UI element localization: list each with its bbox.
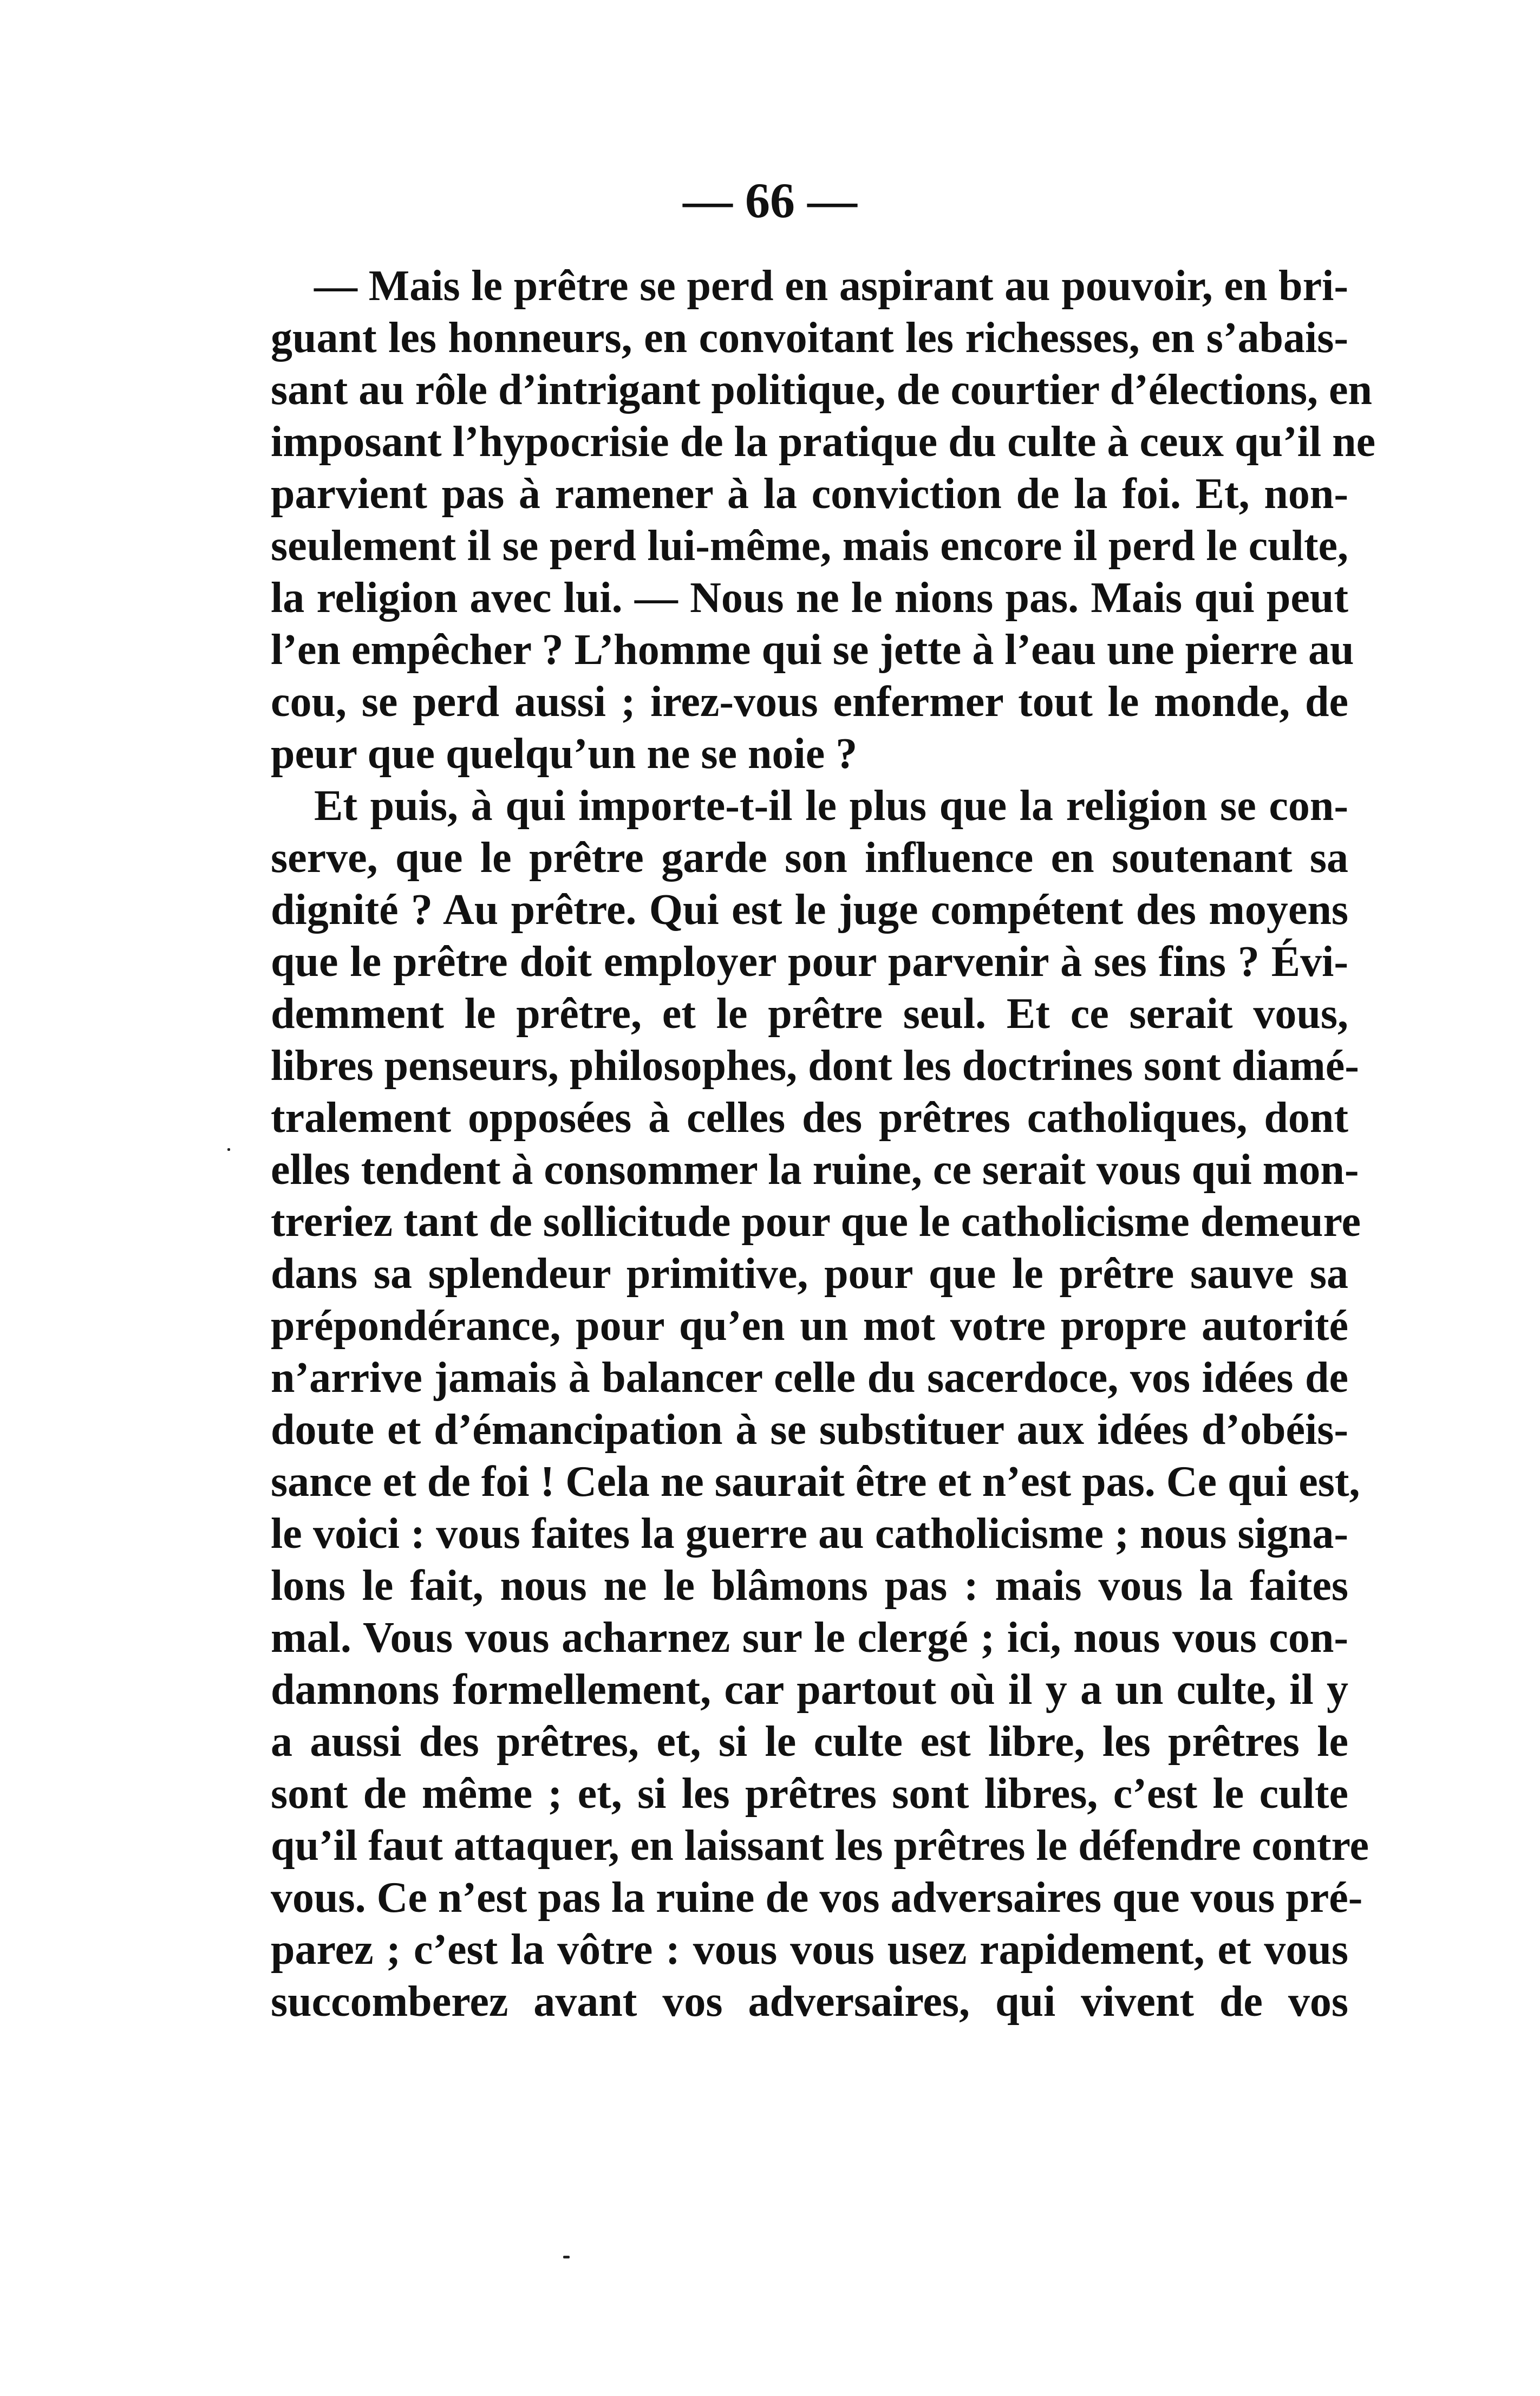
- text-line: succomberez avant vos adversaires, qui vivent de vos: [271, 1978, 1348, 2026]
- text-line: que le prêtre doit employer pour parvenir à ses fins ? Évi-: [271, 938, 1348, 986]
- text-line: demment le prêtre, et le prêtre seul. Et ce serait vous,: [271, 990, 1348, 1038]
- text-line: n’arrive jamais à balancer celle du sacerdoce, vos idées de: [271, 1354, 1348, 1402]
- text-line: mal. Vous vous acharnez sur le clergé ; ici, nous vous con-: [271, 1614, 1348, 1662]
- text-line: le voici : vous faites la guerre au catholicisme ; nous signa-: [271, 1510, 1348, 1558]
- page-number: — 66 —: [683, 173, 857, 228]
- text-line: parez ; c’est la vôtre : vous vous usez rapidement, et vous: [271, 1926, 1348, 1974]
- text-line: qu’il faut attaquer, en laissant les prêtres le défendre contre: [271, 1822, 1369, 1870]
- text-line: tralement opposées à celles des prêtres catholiques, dont: [271, 1094, 1348, 1142]
- text-line: lons le fait, nous ne le blâmons pas : mais vous la faites: [271, 1562, 1348, 1610]
- text-line: prépondérance, pour qu’en un mot votre propre autorité: [271, 1302, 1348, 1350]
- text-line: dignité ? Au prêtre. Qui est le juge compétent des moyens: [271, 886, 1348, 934]
- body-text: [271, 260, 1376, 2028]
- text-line: a aussi des prêtres, et, si le culte est libre, les prêtres le: [271, 1718, 1348, 1766]
- scan-speck: [563, 2256, 570, 2258]
- text-line: guant les honneurs, en convoitant les richesses, en s’abais-: [271, 314, 1348, 362]
- scan-speck: [227, 1148, 230, 1151]
- text-line: sant au rôle d’intrigant politique, de courtier d’élections, en: [271, 366, 1372, 414]
- text-line: parvient pas à ramener à la conviction de la foi. Et, non-: [271, 470, 1348, 518]
- paragraph-1: [271, 260, 1376, 780]
- text-line: la religion avec lui. — Nous ne le nions pas. Mais qui peut: [271, 574, 1348, 622]
- text-line: l’en empêcher ? L’homme qui se jette à l’eau une pierre au: [271, 626, 1354, 674]
- text-line: serve, que le prêtre garde son influence en soutenant sa: [271, 834, 1348, 882]
- paragraph-2: [271, 780, 1369, 2028]
- text-line: elles tendent à consommer la ruine, ce serait vous qui mon-: [271, 1146, 1359, 1194]
- text-line: sont de même ; et, si les prêtres sont libres, c’est le culte: [271, 1770, 1348, 1818]
- text-line: vous. Ce n’est pas la ruine de vos adversaires que vous pré-: [271, 1874, 1363, 1922]
- text-line: imposant l’hypocrisie de la pratique du culte à ceux qu’il ne: [271, 418, 1376, 466]
- text-line: — Mais le prêtre se perd en aspirant au pouvoir, en bri-: [314, 262, 1348, 310]
- text-line: Et puis, à qui importe-t-il le plus que la religion se con-: [314, 782, 1348, 830]
- text-line: damnons formellement, car partout où il y a un culte, il y: [271, 1666, 1348, 1714]
- text-line: sance et de foi ! Cela ne saurait être et n’est pas. Ce qui est,: [271, 1458, 1360, 1506]
- text-line: libres penseurs, philosophes, dont les doctrines sont diamé-: [271, 1042, 1359, 1090]
- text-line: peur que quelqu’un ne se noie ?: [271, 730, 858, 778]
- text-line: doute et d’émancipation à se substituer aux idées d’obéis-: [271, 1406, 1348, 1454]
- text-line: cou, se perd aussi ; irez-vous enfermer tout le monde, de: [271, 678, 1348, 726]
- text-line: dans sa splendeur primitive, pour que le prêtre sauve sa: [271, 1250, 1348, 1298]
- text-line: treriez tant de sollicitude pour que le catholicisme demeure: [271, 1198, 1361, 1246]
- text-line: seulement il se perd lui-même, mais encore il perd le culte,: [271, 522, 1348, 570]
